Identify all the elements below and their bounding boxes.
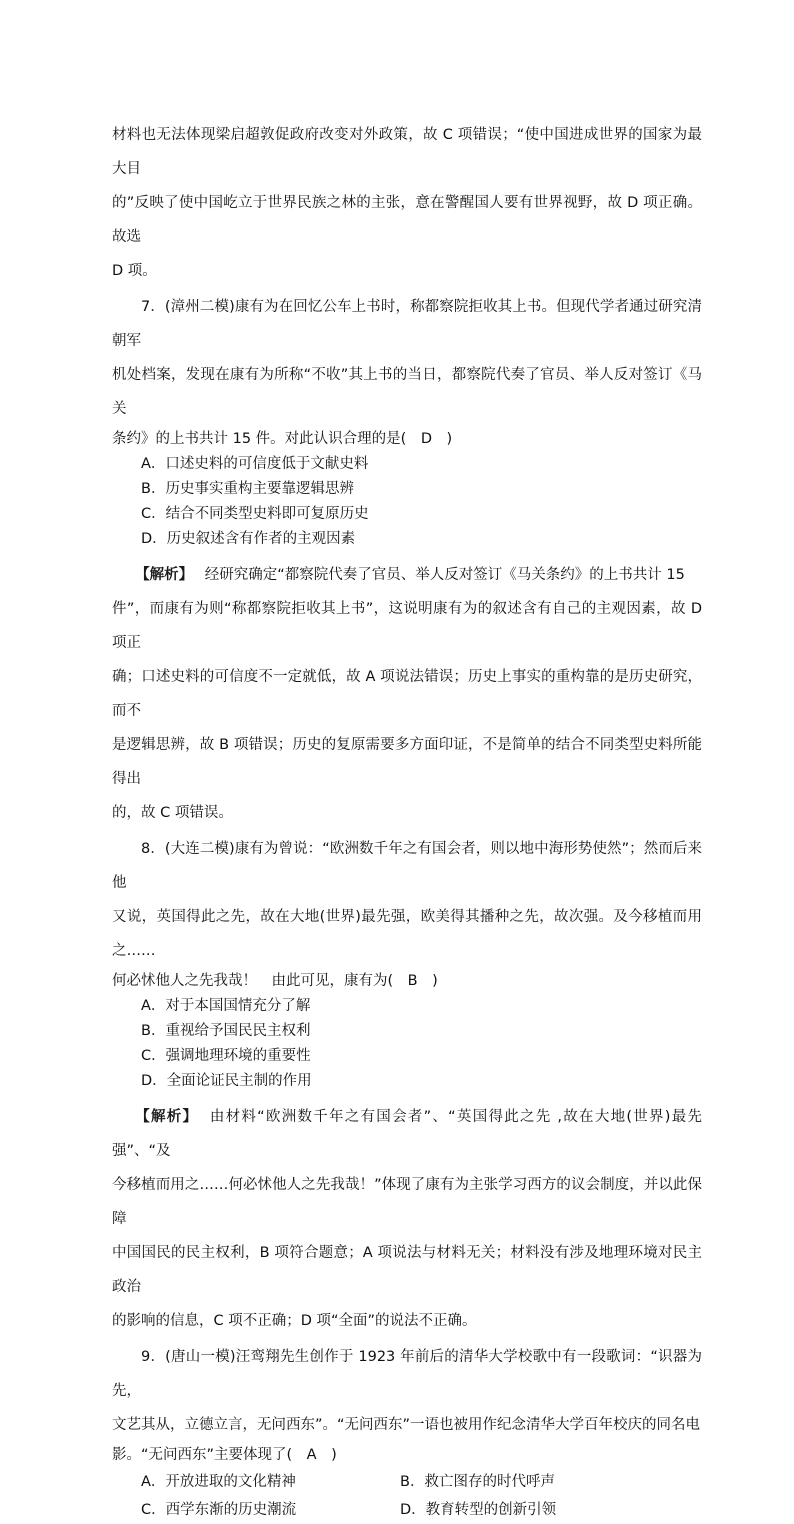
text-line: 材料也无法体现梁启超敦促政府改变对外政策，故 C 项错误；“使中国进成世界的国家为最大目 bbox=[112, 127, 702, 177]
question-9 bbox=[112, 1340, 702, 1524]
question-stem-line: 条约》的上书共计 15 件。对此认识合理的是( D ) bbox=[112, 431, 453, 447]
question-8 bbox=[112, 832, 702, 1338]
intro-paragraph bbox=[112, 118, 702, 288]
analysis-line: 经研究确定“都察院代奏了官员、举人反对签订《马关条约》的上书共计 15 bbox=[204, 567, 685, 583]
question-stem-line: 7．(漳州二模)康有为在回忆公车上书时，称都察院拒收其上书。但现代学者通过研究清朝军 bbox=[112, 299, 702, 349]
option-d: D．教育转型的创新引领 bbox=[400, 1502, 557, 1518]
analysis-tag: 【解析】 bbox=[135, 567, 194, 583]
text-line: D 项。 bbox=[112, 263, 157, 279]
question-stem-line: 机处档案，发现在康有为所称“不收”其上书的当日，都察院代奏了官员、举人反对签订《马关 bbox=[112, 367, 702, 417]
question-stem-line: 何必怵他人之先我哉！ 由此可见，康有为( B ) bbox=[112, 973, 438, 989]
option-b: B．历史事实重构主要靠逻辑思辨 bbox=[141, 481, 354, 497]
analysis-line: 件”，而康有为则“称都察院拒收其上书”，这说明康有为的叙述含有自己的主观因素，故 D 项正 bbox=[112, 601, 702, 651]
option-d: D．历史叙述含有作者的主观因素 bbox=[141, 531, 356, 547]
analysis-line: 是逻辑思辨，故 B 项错误；历史的复原需要多方面印证，不是简单的结合不同类型史料所能得出 bbox=[112, 737, 702, 787]
option-c: C．强调地理环境的重要性 bbox=[141, 1048, 311, 1064]
document-page bbox=[112, 118, 702, 1524]
analysis-8 bbox=[112, 1100, 702, 1338]
analysis-line: 由材料“欧洲数千年之有国会者”、“英国得此之先 ,故在大地(世界)最先强”、“及 bbox=[112, 1109, 702, 1159]
analysis-tag: 【解析】 bbox=[135, 1109, 199, 1125]
text-line: 的”反映了使中国屹立于世界民族之林的主张，意在警醒国人要有世界视野，故 D 项正确。故选 bbox=[112, 195, 702, 245]
question-stem-line: 文艺其从，立德立言，无问西东”。“无问西东”一语也被用作纪念清华大学百年校庆的同名电 bbox=[112, 1417, 701, 1433]
option-a: A．对于本国国情充分了解 bbox=[141, 998, 311, 1014]
question-7 bbox=[112, 290, 702, 830]
analysis-line: 的，故 C 项错误。 bbox=[112, 805, 233, 821]
analysis-7 bbox=[112, 558, 702, 830]
option-a: A．口述史料的可信度低于文献史料 bbox=[141, 456, 369, 472]
analysis-line: 的影响的信息，C 项不正确；D 项“全面”的说法不正确。 bbox=[112, 1313, 477, 1329]
question-stem-line: 8．(大连二模)康有为曾说：“欧洲数千年之有国会者，则以地中海形势使然”；然而后来他 bbox=[112, 841, 702, 891]
question-stem-line: 影。“无问西东”主要体现了( A ) bbox=[112, 1447, 337, 1463]
options-row bbox=[112, 1468, 702, 1496]
question-stem-line: 又说，英国得此之先，故在大地(世界)最先强，欧美得其播种之先，故次强。及今移植而用之…… bbox=[112, 909, 702, 959]
option-a: A．开放进取的文化精神 bbox=[141, 1474, 296, 1490]
analysis-line: 今移植而用之……何必怵他人之先我哉！”体现了康有为主张学习西方的议会制度，并以此保障 bbox=[112, 1177, 702, 1227]
option-d: D．全面论证民主制的作用 bbox=[141, 1073, 312, 1089]
analysis-line: 中国国民的民主权利，B 项符合题意；A 项说法与材料无关；材料没有涉及地理环境对民主政治 bbox=[112, 1245, 702, 1295]
option-c: C．结合不同类型史料即可复原历史 bbox=[141, 506, 369, 522]
option-c: C．西学东渐的历史潮流 bbox=[141, 1502, 297, 1518]
option-b: B．重视给予国民民主权利 bbox=[141, 1023, 311, 1039]
question-stem-line: 9．(唐山一模)汪鸾翔先生创作于 1923 年前后的清华大学校歌中有一段歌词：“识器为先， bbox=[112, 1349, 702, 1399]
analysis-line: 确；口述史料的可信度不一定就低，故 A 项说法错误；历史上事实的重构靠的是历史研究，而不 bbox=[112, 669, 702, 719]
options-row bbox=[112, 1496, 702, 1524]
option-b: B．救亡图存的时代呼声 bbox=[400, 1474, 555, 1490]
